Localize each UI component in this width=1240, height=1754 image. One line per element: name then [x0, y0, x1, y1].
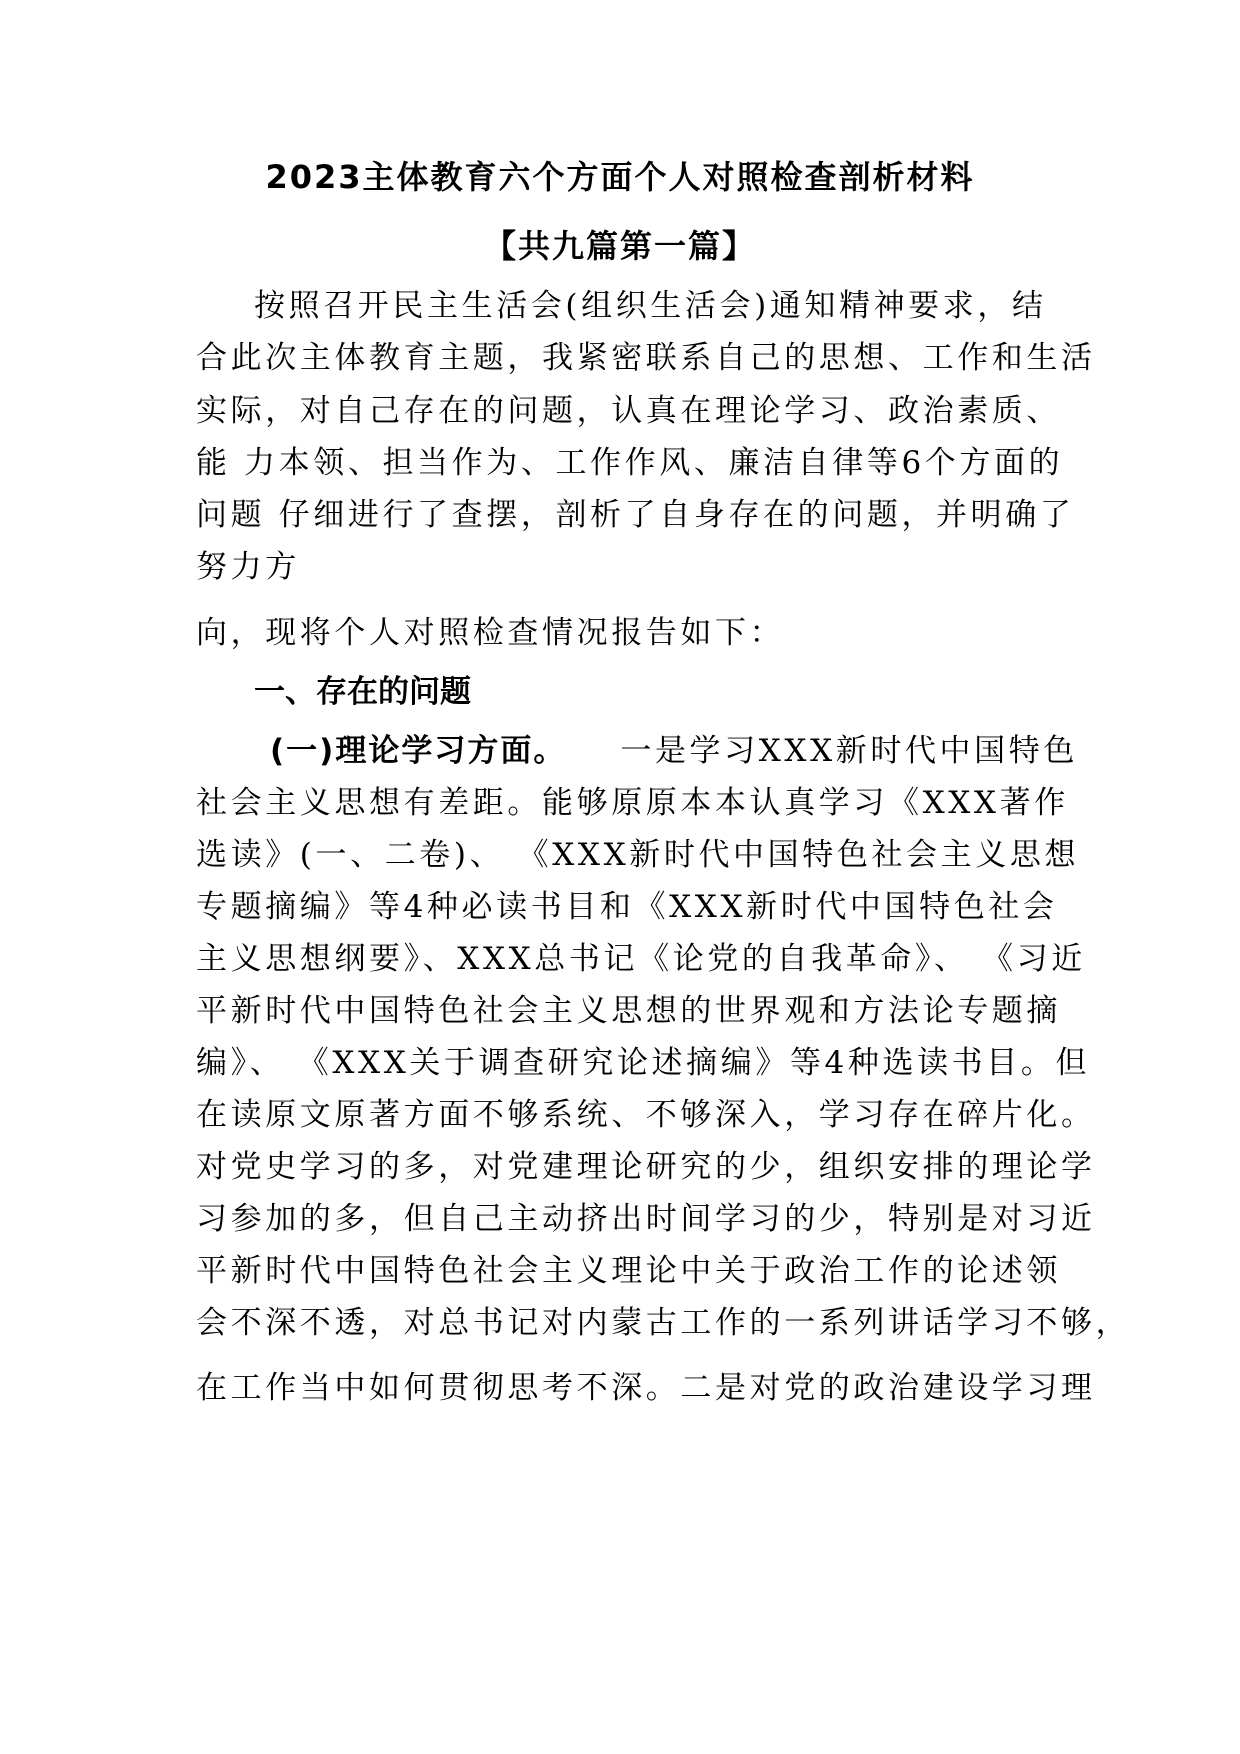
body-line: 对党史学习的多，对党建理论研究的少，组织安排的理论学 [196, 1149, 1096, 1185]
intro-line: 问题 仔细进行了查摆，剖析了自身存在的问题，并明确了 [196, 497, 1075, 533]
section-heading: 一、存在的问题 [254, 674, 471, 710]
body-line: 平新时代中国特色社会主义理论中关于政治工作的论述领 [196, 1253, 1061, 1289]
intro-line: 能 力本领、担当作为、工作作风、廉洁自律等6个方面的 [196, 445, 1064, 481]
document-subtitle: 【共九篇第一篇】 [483, 227, 756, 265]
body-line: 习参加的多，但自己主动挤出时间学习的少，特别是对习近 [196, 1201, 1096, 1237]
body-line: 在工作当中如何贯彻思考不深。二是对党的政治建设学习理 [196, 1370, 1096, 1406]
document-title: 2023主体教育六个方面个人对照检查剖析材料 [265, 158, 975, 196]
subsection-line-text: 一是学习XXX新时代中国特色 [620, 733, 1078, 769]
body-line: 选读》(一、二卷)、 《XXX新时代中国特色社会主义思想 [196, 837, 1080, 873]
subsection-first-line [270, 729, 1078, 773]
intro-line: 合此次主体教育主题，我紧密联系自己的思想、工作和生活 [196, 340, 1096, 376]
body-line: 主义思想纲要》、XXX总书记《论党的自我革命》、 《习近 [196, 941, 1086, 977]
body-line: 编》、 《XXX关于调查研究论述摘编》等4种选读书目。但 [196, 1045, 1091, 1081]
body-line: 社会主义思想有差距。能够原原本本认真学习《XXX著作 [196, 785, 1069, 821]
body-line: 专题摘编》等4种必读书目和《XXX新时代中国特色社会 [196, 889, 1058, 925]
intro-line: 努力方 [196, 549, 300, 585]
intro-line: 实际，对自己存在的问题，认真在理论学习、政治素质、 [196, 393, 1061, 429]
subsection-heading: (一)理论学习方面。 [270, 733, 567, 769]
intro-line: 向，现将个人对照检查情况报告如下： [196, 615, 785, 651]
body-line: 会不深不透，对总书记对内蒙古工作的一系列讲话学习不够， [196, 1305, 1131, 1341]
body-line: 在读原文原著方面不够系统、不够深入，学习存在碎片化。 [196, 1097, 1096, 1133]
body-line: 平新时代中国特色社会主义思想的世界观和方法论专题摘 [196, 993, 1061, 1029]
intro-line: 按照召开民主生活会(组织生活会)通知精神要求，结 [254, 288, 1047, 324]
